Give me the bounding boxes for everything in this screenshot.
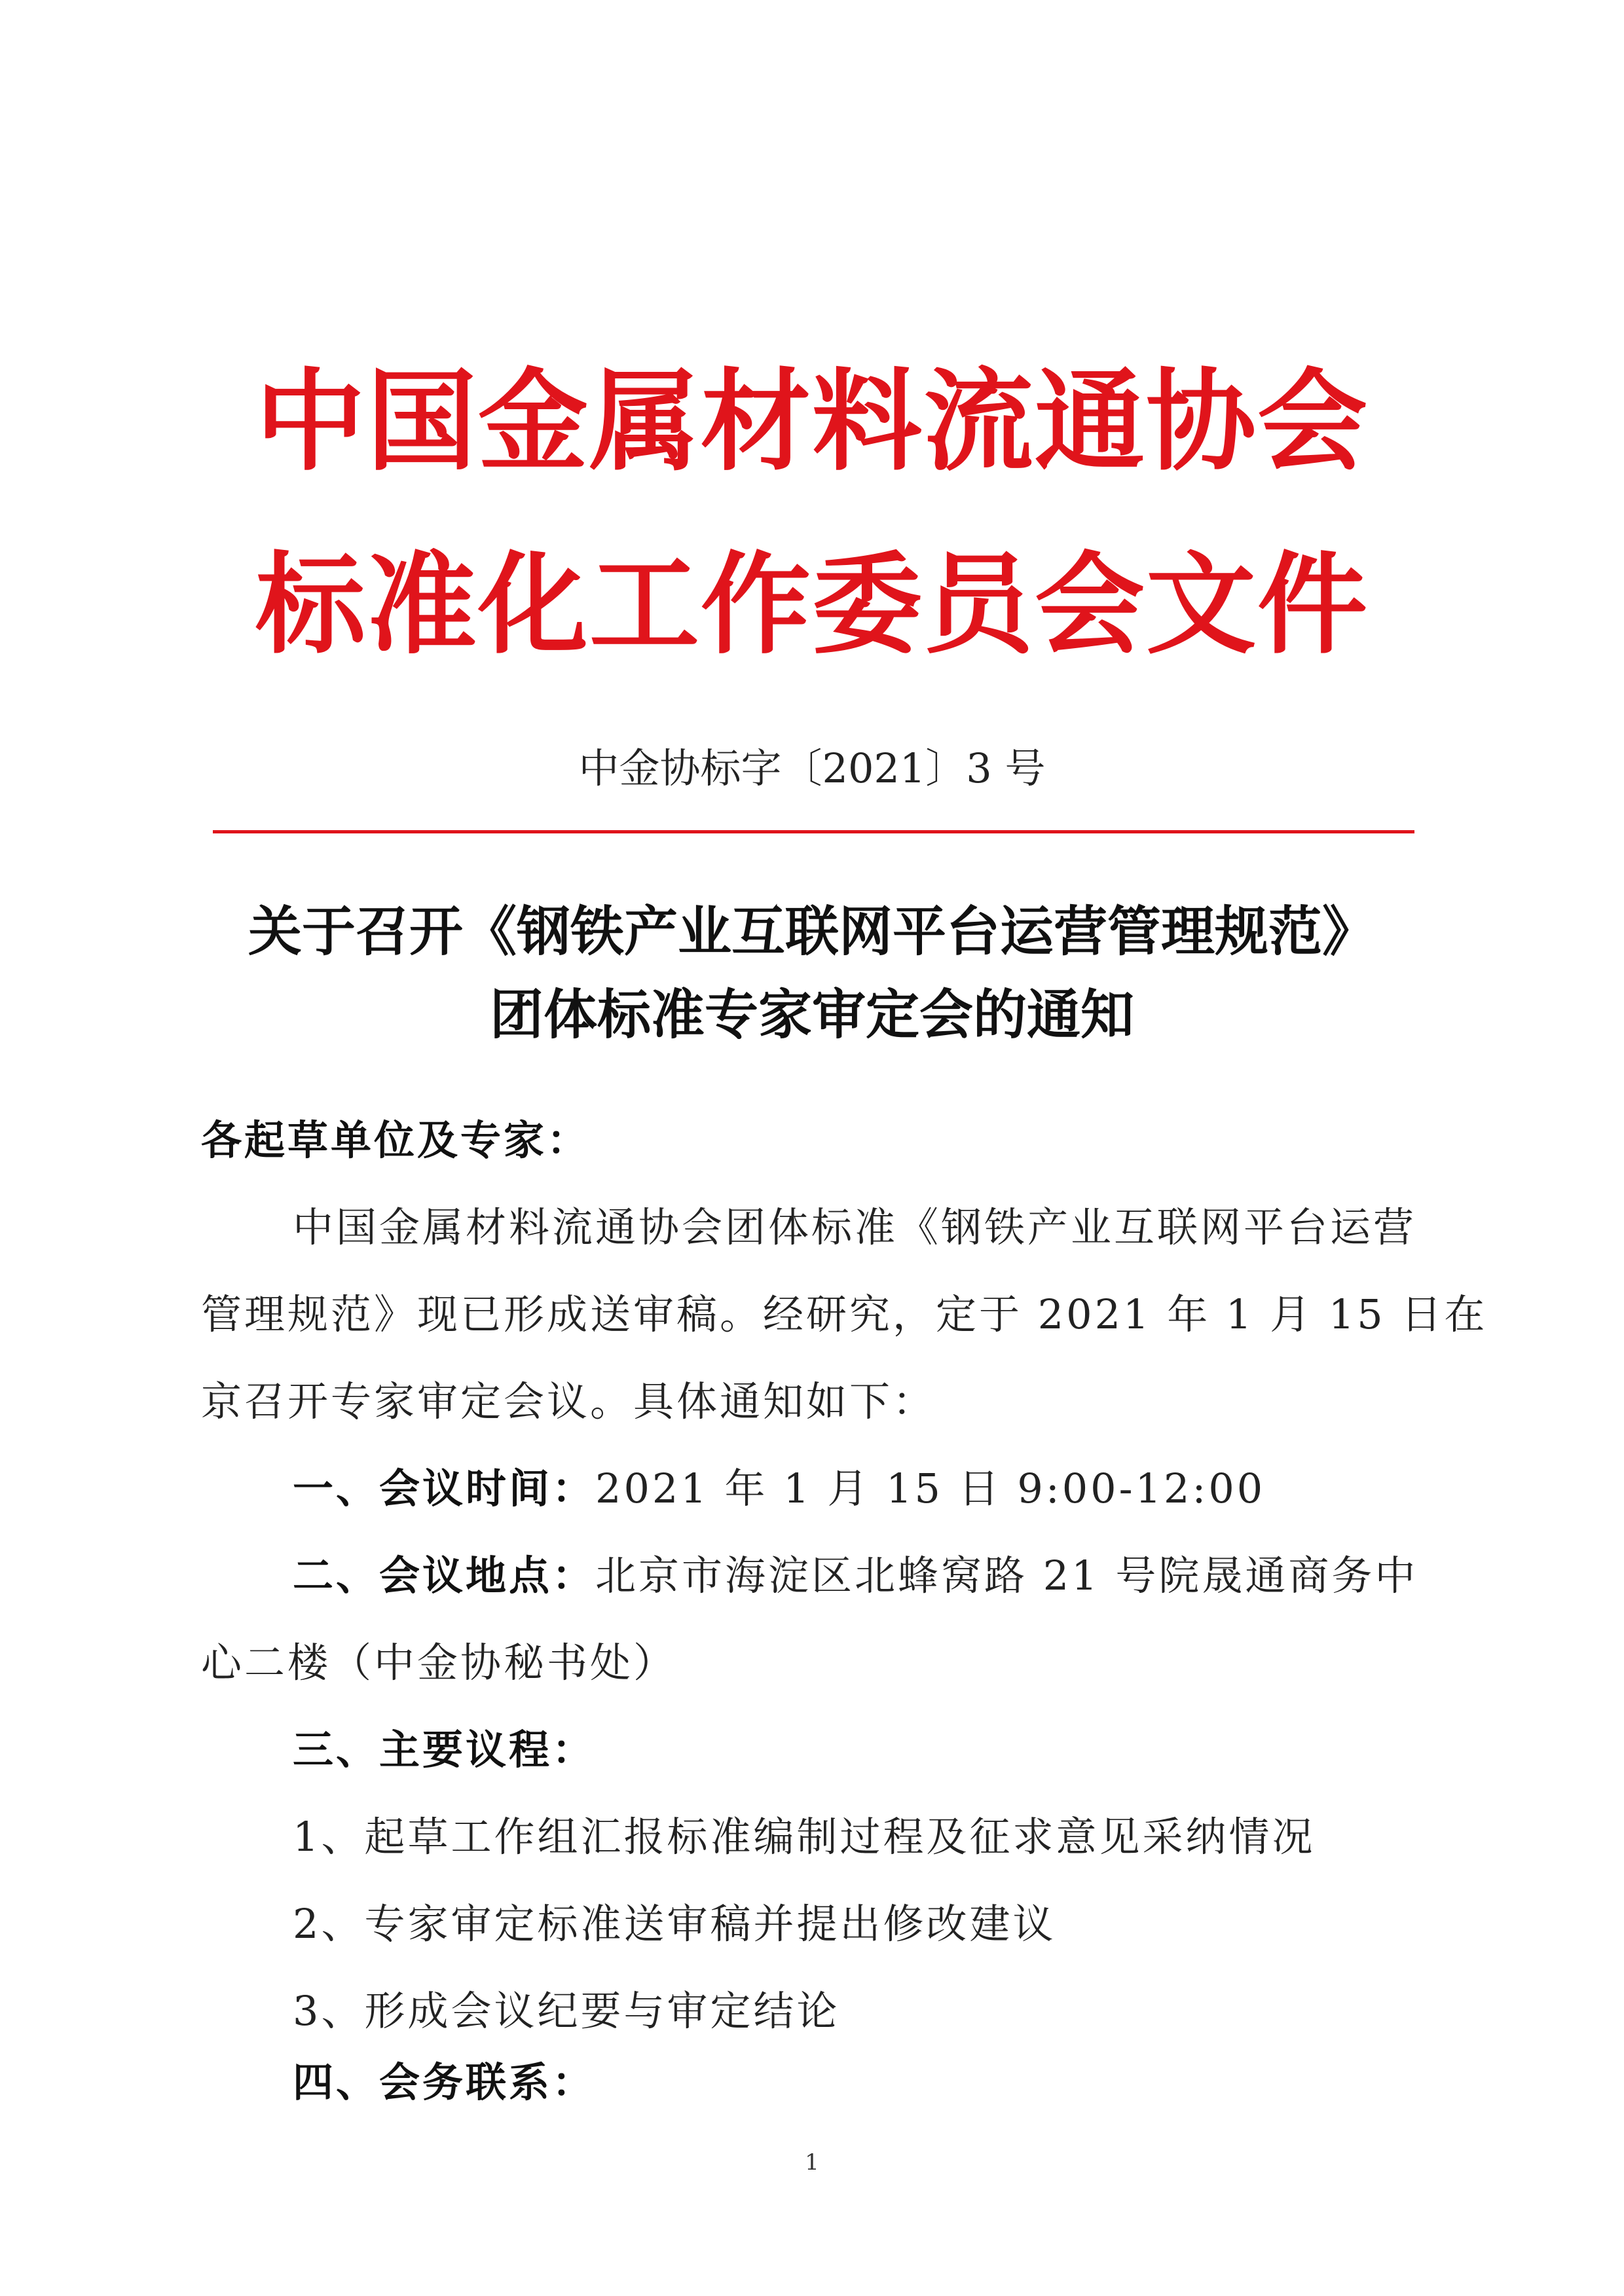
agenda-item: 2、专家审定标准送审稿并提出修改建议 [293,1900,1056,1948]
agenda-item: 1、起草工作组汇报标准编制过程及征求意见采纳情况 [293,1813,1316,1861]
org-title-line-2: 标准化工作委员会文件 [255,541,1369,669]
salutation: 各起草单位及专家： [201,1116,591,1164]
notice-title-line-1: 关于召开《钢铁产业互联网平台运营管理规范》 [248,901,1376,963]
meeting-place-value-line-2: 心二楼（中金协秘书处） [201,1639,677,1686]
notice-title-line-2: 团体标准专家审定会的通知 [489,984,1134,1046]
meeting-time-row [293,1465,1266,1512]
document-number: 中金协标字〔2021〕3 号 [578,744,1046,792]
page-number: 1 [805,2149,819,2176]
meeting-time-label: 一、会议时间： [293,1465,596,1512]
meeting-place-value-line-1: 北京市海淀区北蜂窝路 21 号院晟通商务中 [595,1552,1418,1599]
agenda-label: 三、主要议程： [293,1726,596,1774]
meeting-place-label: 二、会议地点： [293,1552,596,1599]
intro-line-3: 京召开专家审定会议。具体通知如下： [201,1377,936,1425]
agenda-item: 3、形成会议纪要与审定结论 [293,1987,840,2035]
meeting-time-value: 2021 年 1 月 15 日 9:00-12:00 [595,1465,1266,1512]
intro-line-2: 管理规范》现已形成送审稿。经研究，定于 2021 年 1 月 15 日在 [201,1290,1488,1338]
red-divider-line [213,830,1414,833]
intro-line-1: 中国金属材料流通协会团体标准《钢铁产业互联网平台运营 [293,1203,1417,1251]
contact-label: 四、会务联系： [293,2058,596,2106]
meeting-place-row [293,1552,1418,1599]
org-title-line-1: 中国金属材料流通协会 [255,357,1369,486]
